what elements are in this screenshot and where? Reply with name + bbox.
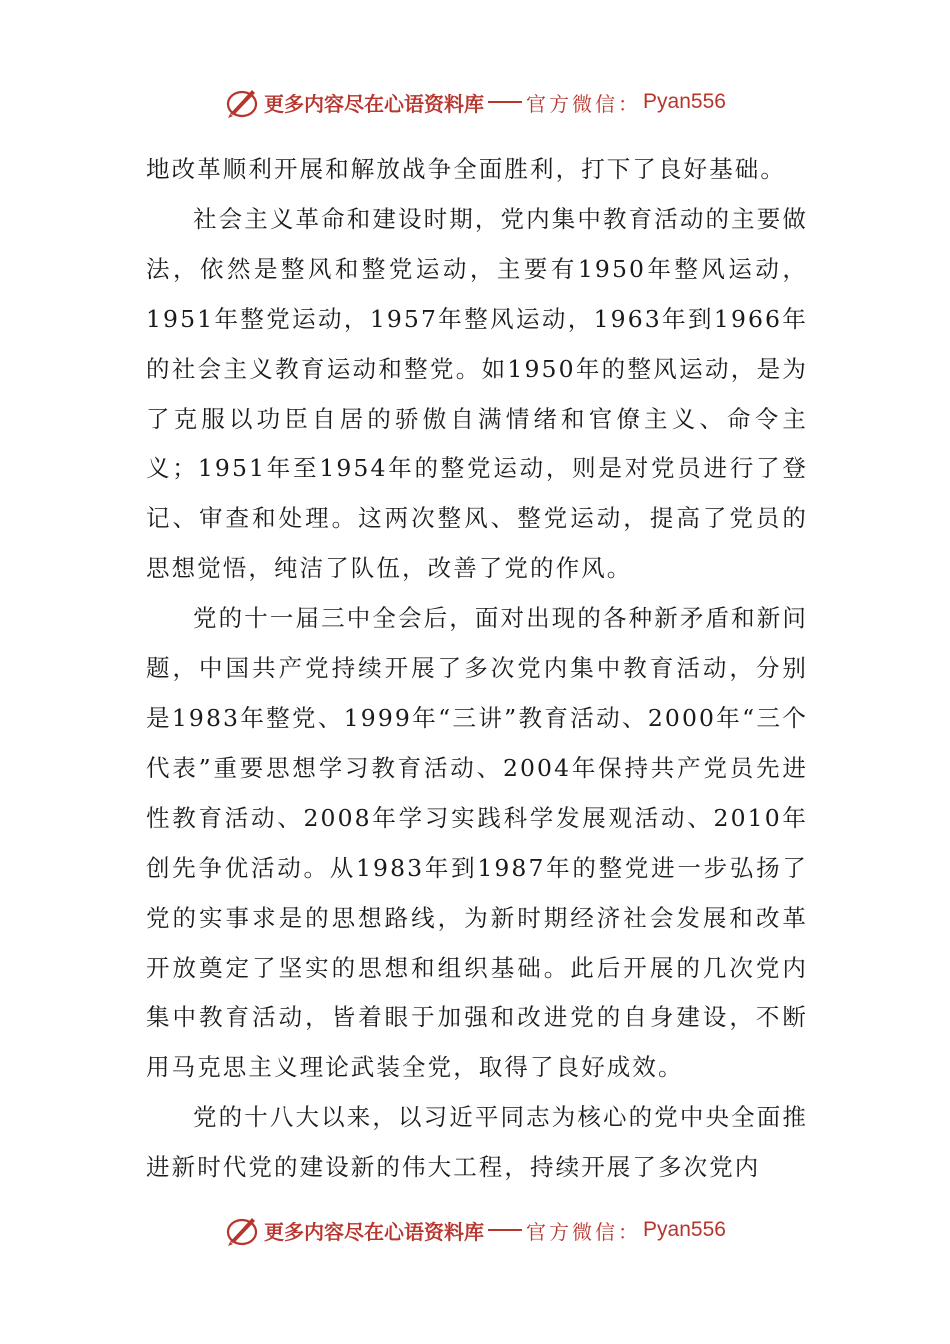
wechat-id: Pyan556	[643, 1218, 726, 1241]
paragraph: 党的十八大以来，以习近平同志为核心的党中央全面推进新时代党的建设新的伟大工程，持续开展了多次党内	[146, 1103, 808, 1182]
banner-divider	[488, 1229, 522, 1231]
quill-pen-icon	[224, 84, 260, 120]
wechat-id: Pyan556	[643, 90, 726, 113]
paragraph-continued: 地改革顺利开展和解放战争全面胜利，打下了良好基础。	[146, 155, 786, 183]
promo-text: 更多内容尽在心语资料库	[264, 1219, 485, 1244]
paragraph: 社会主义革命和建设时期，党内集中教育活动的主要做法，依然是整风和整党运动，主要有1950年整风运动，1951年整党运动，1957年整风运动，1963年到1966年的社会主义教育运动和整党。如1950年的整风运动，是为了克服以功臣自居的骄傲自满情绪和官僚主义、命令主义；1951年至1954年的整党运动，则是对党员进行了登记、审查和处理。这两次整风、整党运动，提高了党员的思想觉悟，纯洁了队伍，改善了党的作风。	[146, 204, 808, 583]
footer-banner	[0, 1210, 950, 1250]
wechat-label: 官方微信：	[526, 91, 642, 116]
banner-divider	[488, 101, 522, 103]
header-banner	[0, 82, 950, 122]
wechat-label: 官方微信：	[526, 1219, 642, 1244]
quill-pen-icon	[224, 1212, 260, 1248]
document-body	[146, 145, 808, 1193]
promo-text: 更多内容尽在心语资料库	[264, 91, 485, 116]
paragraph: 党的十一届三中全会后，面对出现的各种新矛盾和新问题，中国共产党持续开展了多次党内集中教育活动，分别是1983年整党、1999年“三讲”教育活动、2000年“三个代表”重要思想学习教育活动、2004年保持共产党员先进性教育活动、2008年学习实践科学发展观活动、2010年创先争优活动。从1983年到1987年的整党进一步弘扬了党的实事求是的思想路线，为新时期经济社会发展和改革开放奠定了坚实的思想和组织基础。此后开展的几次党内集中教育活动，皆着眼于加强和改进党的自身建设，不断用马克思主义理论武装全党，取得了良好成效。	[146, 604, 808, 1082]
